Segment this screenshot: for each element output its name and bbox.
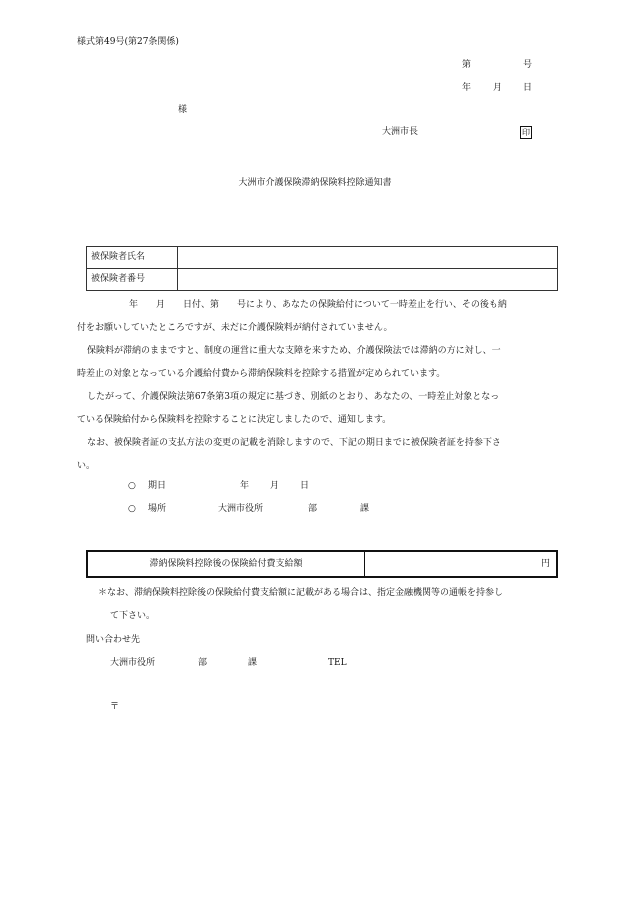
schedule-ka: 課 — [360, 504, 370, 514]
contact-heading: 問い合わせ先 — [86, 635, 141, 645]
note-line-1: ＊なお、滞納保険料控除後の保険給付費支給額に記載がある場合は、指定金融機関等の通帳を持参し — [98, 588, 504, 598]
insured-name-field[interactable] — [178, 247, 558, 269]
schedule-date-label: 期日 — [148, 481, 167, 491]
paragraph-1-line-2: 付をお願いしていたところですが、未だに介護保険料が納付されていません。 — [77, 323, 393, 333]
insured-number-field[interactable] — [178, 269, 558, 291]
seal-mark — [520, 126, 532, 139]
paragraph-1-line-1: 年 月 日付、第 号により、あなたの保険給付について一時差止を行い、その後も納 — [129, 300, 507, 310]
date-bullet: ○ — [128, 481, 136, 491]
date-day: 日 — [523, 83, 533, 93]
paragraph-2-line-2: 時差止の対象となっている介護給付費から滞納保険料を控除する措置が定められています。 — [77, 369, 446, 379]
contact-bu: 部 — [198, 658, 208, 668]
paragraph-4-line-2: い。 — [77, 461, 96, 471]
issuer-name: 大洲市長 — [382, 127, 419, 137]
schedule-office: 大洲市役所 — [218, 504, 264, 514]
payment-amount-box — [86, 550, 558, 578]
contact-tel: TEL — [328, 658, 347, 668]
seal-icon: 印 — [522, 128, 530, 137]
date-year: 年 — [462, 83, 472, 93]
contact-office: 大洲市役所 — [110, 658, 156, 668]
body-text — [77, 294, 557, 478]
table-row — [87, 247, 558, 269]
insured-info-table — [86, 246, 558, 291]
paragraph-3-line-1: したがって、介護保険法第67条第3項の規定に基づき、別紙のとおり、あなたの、一時差止対象となっ — [87, 392, 500, 402]
contact-ka: 課 — [248, 658, 258, 668]
schedule-month: 月 — [270, 481, 280, 491]
insured-name-label: 被保険者氏名 — [87, 247, 178, 269]
paragraph-4-line-1: なお、被保険者証の支払方法の変更の記載を消除しますので、下記の期日までに被保険者証を持参下さ — [87, 438, 501, 448]
schedule-year: 年 — [240, 481, 250, 491]
addressee-suffix: 様 — [178, 105, 188, 115]
payment-amount-field[interactable] — [365, 552, 556, 576]
postal-mark: 〒 — [110, 702, 120, 712]
schedule-bu: 部 — [308, 504, 318, 514]
insured-number-label: 被保険者番号 — [87, 269, 178, 291]
schedule-place-label: 場所 — [148, 504, 167, 514]
note-line-2: て下さい。 — [110, 611, 156, 621]
doc-number-go: 号 — [523, 60, 533, 70]
paragraph-2-line-1: 保険料が滞納のままですと、制度の運営に重大な支障を来すため、介護保険法では滞納の方に対し、一 — [87, 346, 501, 356]
yen-unit: 円 — [540, 558, 550, 569]
schedule-day: 日 — [300, 481, 310, 491]
table-row — [87, 269, 558, 291]
date-month: 月 — [493, 83, 503, 93]
paragraph-3-line-2: ている保険給付から保険料を控除することに決定しましたので、通知します。 — [77, 415, 392, 425]
payment-amount-label: 滞納保険料控除後の保険給付費支給額 — [88, 552, 365, 576]
document-title: 大洲市介護保険滞納保険料控除通知書 — [238, 178, 392, 188]
place-bullet: ○ — [128, 504, 136, 514]
form-number: 様式第49号(第27条関係) — [77, 37, 179, 47]
doc-number-dai: 第 — [462, 60, 472, 70]
